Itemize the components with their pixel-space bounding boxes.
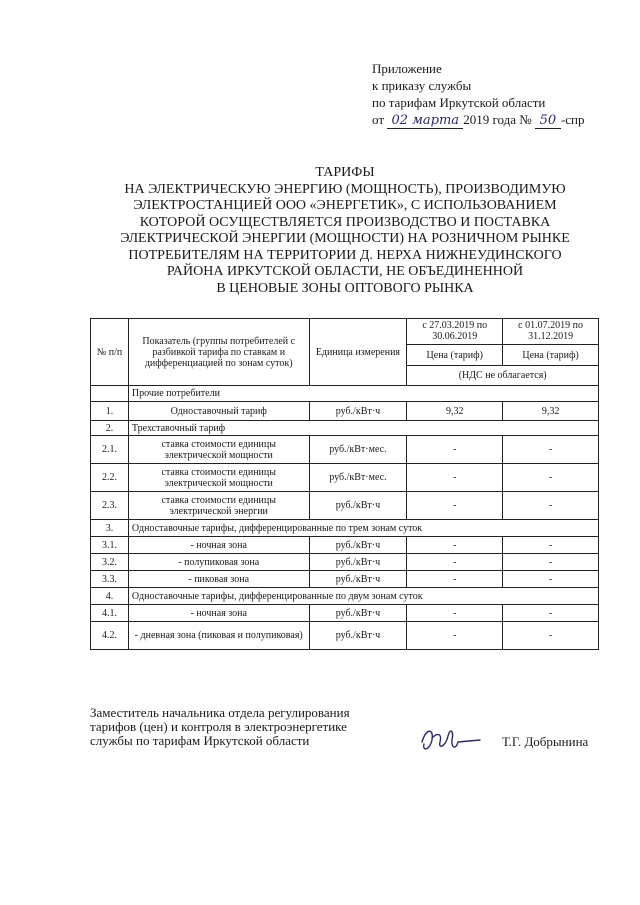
table-section-row <box>91 386 599 402</box>
row-value-2: - <box>503 464 599 492</box>
row-name: - ночная зона <box>128 605 309 622</box>
row-num: 2. <box>91 421 129 436</box>
row-unit: руб./кВт·ч <box>309 492 407 520</box>
row-unit: руб./кВт·ч <box>309 402 407 421</box>
handwritten-date: 02 марта <box>387 113 463 129</box>
row-unit: руб./кВт·мес. <box>309 436 407 464</box>
row-value-1: - <box>407 464 503 492</box>
signatory-name: Т.Г. Добрынина <box>502 734 589 749</box>
title-line: ПОТРЕБИТЕЛЯМ НА ТЕРРИТОРИИ Д. НЕРХА НИЖНЕУДИНСКОГО <box>128 247 562 263</box>
section-other-consumers: Прочие потребители <box>128 386 598 402</box>
order-suffix: -спр <box>560 112 585 127</box>
table-section-row <box>91 421 599 436</box>
header-period-1: с 27.03.2019 по 30.06.2019 <box>407 319 503 345</box>
table-row <box>91 622 599 650</box>
row-unit: руб./кВт·ч <box>309 605 407 622</box>
row-num: 2.2. <box>91 464 129 492</box>
handwritten-signature <box>418 722 490 758</box>
row-value-2: - <box>503 554 599 571</box>
table-row <box>91 554 599 571</box>
row-value-1: 9,32 <box>407 402 503 421</box>
row-value-2: 9,32 <box>503 402 599 421</box>
row-num: 1. <box>91 402 129 421</box>
row-name: - пиковая зона <box>128 571 309 588</box>
row-value-1: - <box>407 436 503 464</box>
appendix-date-line <box>372 111 585 129</box>
table-row <box>91 464 599 492</box>
tariff-table <box>90 318 599 650</box>
row-value-1: - <box>407 622 503 650</box>
row-unit: руб./кВт·ч <box>309 571 407 588</box>
table-row <box>91 492 599 520</box>
row-value-2: - <box>503 436 599 464</box>
header-vat: (НДС не облагается) <box>407 366 599 386</box>
row-num: 3. <box>91 520 129 537</box>
header-num: № п/п <box>91 319 129 386</box>
row-value-1: - <box>407 605 503 622</box>
signatory-position <box>90 706 350 748</box>
header-price-2: Цена (тариф) <box>503 344 599 366</box>
row-num: 3.3. <box>91 571 129 588</box>
row-value-1: - <box>407 537 503 554</box>
title-line: ТАРИФЫ <box>315 165 375 180</box>
table-section-row <box>91 520 599 537</box>
row-name: Одноставочный тариф <box>128 402 309 421</box>
appendix-service: по тарифам Иркутской области <box>372 95 546 110</box>
row-num: 2.1. <box>91 436 129 464</box>
position-line: службы по тарифам Иркутской области <box>90 733 310 748</box>
row-value-1: - <box>407 492 503 520</box>
title-line: КОТОРОЙ ОСУЩЕСТВЛЯЕТСЯ ПРОИЗВОДСТВО И ПОСТАВКА <box>139 214 551 230</box>
row-num: 4. <box>91 588 129 605</box>
table-row <box>91 436 599 464</box>
row-unit: руб./кВт·мес. <box>309 464 407 492</box>
document-title <box>80 165 610 297</box>
title-line: В ЦЕНОВЫЕ ЗОНЫ ОПТОВОГО РЫНКА <box>216 280 474 296</box>
title-line: ЭЛЕКТРИЧЕСКОЙ ЭНЕРГИИ (МОЩНОСТИ) НА РОЗНИЧНОМ РЫНКЕ <box>120 231 570 246</box>
header-unit: Единица измерения <box>309 319 407 386</box>
position-line: тарифов (цен) и контроля в электроэнергетике <box>90 719 347 734</box>
row-value-2: - <box>503 571 599 588</box>
table-row <box>91 402 599 421</box>
row-name: Одноставочные тарифы, дифференцированные по двум зонам суток <box>128 588 598 605</box>
row-num: 4.1. <box>91 605 129 622</box>
table-row <box>91 571 599 588</box>
title-line: НА ЭЛЕКТРИЧЕСКУЮ ЭНЕРГИЮ (МОЩНОСТЬ), ПРОИЗВОДИМУЮ <box>124 181 566 197</box>
row-name: ставка стоимости единицы электрической мощности <box>128 464 309 492</box>
row-value-1: - <box>407 554 503 571</box>
row-name: - дневная зона (пиковая и полупиковая) <box>128 622 309 650</box>
appendix-title: Приложение <box>372 61 442 76</box>
handwritten-number: 50 <box>535 113 561 129</box>
table-row <box>91 537 599 554</box>
row-name: - ночная зона <box>128 537 309 554</box>
row-num: 3.1. <box>91 537 129 554</box>
table-row <box>91 605 599 622</box>
row-value-2: - <box>503 605 599 622</box>
header-period-2: с 01.07.2019 по 31.12.2019 <box>503 319 599 345</box>
row-num: 3.2. <box>91 554 129 571</box>
row-num: 2.3. <box>91 492 129 520</box>
row-name: Трехставочный тариф <box>128 421 598 436</box>
row-num: 4.2. <box>91 622 129 650</box>
row-unit: руб./кВт·ч <box>309 622 407 650</box>
row-unit: руб./кВт·ч <box>309 537 407 554</box>
table-section-row <box>91 588 599 605</box>
position-line: Заместитель начальника отдела регулирования <box>90 705 350 720</box>
title-line: РАЙОНА ИРКУТСКОЙ ОБЛАСТИ, НЕ ОБЪЕДИНЕННОЙ <box>166 264 524 279</box>
row-name: ставка стоимости единицы электрической энергии <box>128 492 309 520</box>
appendix-order-ref: к приказу службы <box>372 78 472 93</box>
appendix-block <box>372 60 585 129</box>
from-word: от <box>372 112 385 127</box>
row-value-2: - <box>503 492 599 520</box>
row-name: Одноставочные тарифы, дифференцированные по трем зонам суток <box>128 520 598 537</box>
table-header-row <box>91 319 599 345</box>
row-unit: руб./кВт·ч <box>309 554 407 571</box>
row-value-1: - <box>407 571 503 588</box>
header-indicator: Показатель (группы потребителей с разбивкой тарифа по ставкам и дифференциацией по зонам суток) <box>128 319 309 386</box>
header-price-1: Цена (тариф) <box>407 344 503 366</box>
row-name: - полупиковая зона <box>128 554 309 571</box>
year-text: 2019 года № <box>463 112 532 127</box>
row-name: ставка стоимости единицы электрической мощности <box>128 436 309 464</box>
title-line: ЭЛЕКТРОСТАНЦИЕЙ ООО «ЭНЕРГЕТИК», С ИСПОЛЬЗОВАНИЕМ <box>133 198 557 213</box>
row-value-2: - <box>503 622 599 650</box>
row-value-2: - <box>503 537 599 554</box>
